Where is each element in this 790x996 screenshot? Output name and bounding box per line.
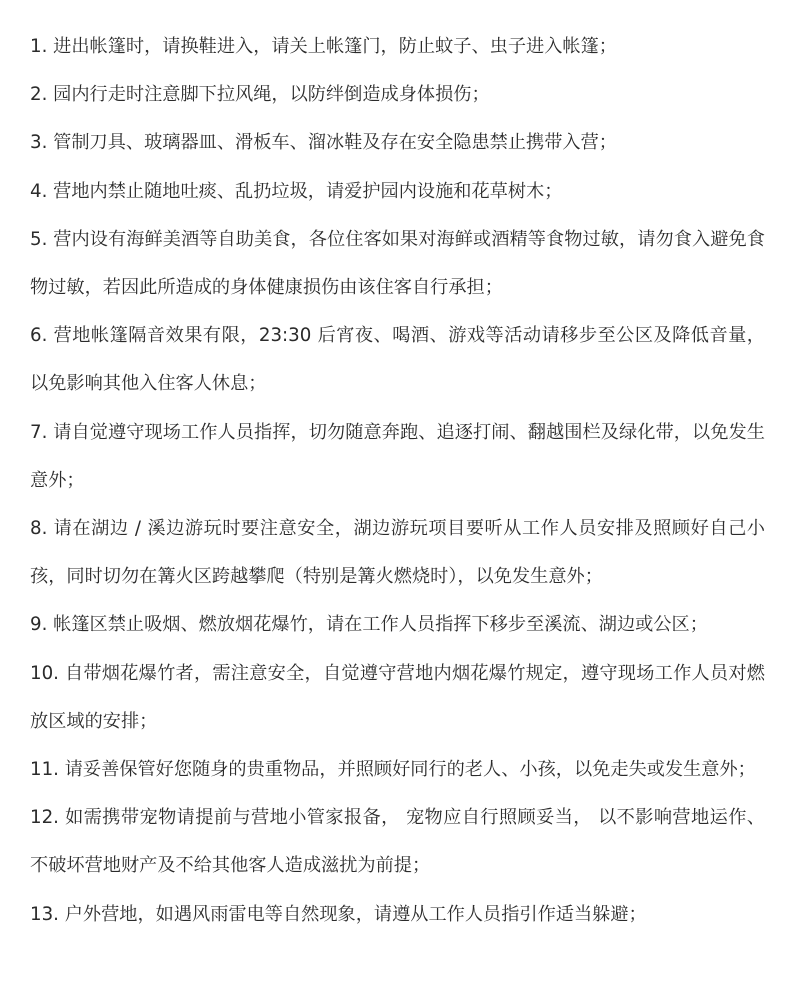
rule-item-7: 7. 请自觉遵守现场工作人员指挥，切勿随意奔跑、追逐打闹、翻越围栏及绿化带，以免发生意外； [30, 421, 765, 491]
rule-item-2: 2. 园内行走时注意脚下拉风绳，以防绊倒造成身体损伤； [30, 84, 490, 106]
rule-item-9: 9. 帐篷区禁止吸烟、燃放烟花爆竹，请在工作人员指挥下移步至溪流、湖边或公区； [30, 614, 708, 636]
rule-item-13: 13. 户外营地，如遇风雨雷电等自然现象，请遵从工作人员指引作适当躲避； [30, 903, 647, 925]
rule-item-10: 10. 自带烟花爆竹者，需注意安全，自觉遵守营地内烟花爆竹规定，遵守现场工作人员对燃放区域的安排； [30, 662, 765, 732]
camp-rules-list [30, 23, 765, 939]
rule-item-6: 6. 营地帐篷隔音效果有限，23:30 后宵夜、喝酒、游戏等活动请移步至公区及降低音量，以免影响其他入住客人休息； [30, 325, 765, 395]
rule-item-4: 4. 营地内禁止随地吐痰、乱扔垃圾，请爱护园内设施和花草树木； [30, 180, 563, 202]
rule-item-12: 12. 如需携带宠物请提前与营地小管家报备， 宠物应自行照顾妥当， 以不影响营地运作、不破坏营地财产及不给其他客人造成滋扰为前提； [30, 807, 765, 877]
rule-item-3: 3. 管制刀具、玻璃器皿、滑板车、溜冰鞋及存在安全隐患禁止携带入营； [30, 132, 617, 154]
rule-item-1: 1. 进出帐篷时，请换鞋进入，请关上帐篷门，防止蚊子、虫子进入帐篷； [30, 36, 617, 57]
rule-item-8: 8. 请在湖边 / 溪边游玩时要注意安全，湖边游玩项目要听从工作人员安排及照顾好自己小孩，同时切勿在篝火区跨越攀爬（特别是篝火燃烧时），以免发生意外； [30, 518, 765, 588]
rule-item-11: 11. 请妥善保管好您随身的贵重物品，并照顾好同行的老人、小孩，以免走失或发生意外； [30, 759, 756, 781]
rule-item-5: 5. 营内设有海鲜美酒等自助美食，各位住客如果对海鲜或酒精等食物过敏，请勿食入避免食物过敏，若因此所造成的身体健康损伤由该住客自行承担； [30, 228, 765, 299]
